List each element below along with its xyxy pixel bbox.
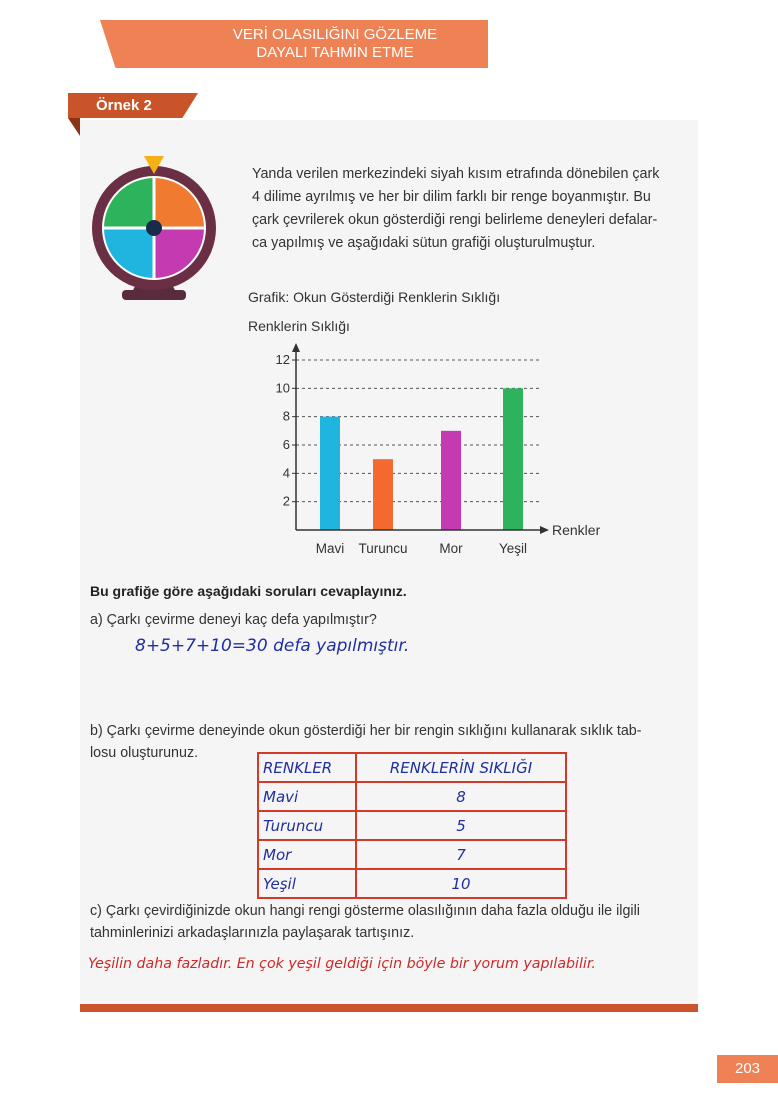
page-number: 203 bbox=[717, 1055, 778, 1083]
x-tick-label: Yeşil bbox=[498, 541, 528, 556]
answer-a-handwritten: 8+5+7+10=30 defa yapılmıştır. bbox=[135, 636, 410, 656]
intro-line: 4 dilime ayrılmış ve her bir dilim farklı bir renge boyanmıştır. Bu bbox=[252, 189, 651, 205]
frequency-bar-chart bbox=[260, 340, 620, 560]
table-header-cell: RENKLER bbox=[258, 753, 356, 782]
table-cell-color: Turuncu bbox=[258, 811, 356, 840]
table-row bbox=[258, 782, 566, 811]
x-tick-label: Turuncu bbox=[358, 541, 408, 556]
x-tick-label: Mor bbox=[439, 541, 463, 556]
question-c bbox=[90, 900, 640, 944]
question-b-line2: losu oluşturunuz. bbox=[90, 745, 199, 761]
table-cell-color: Mor bbox=[258, 840, 356, 869]
x-axis-label: Renkler bbox=[552, 522, 601, 538]
question-c-line2: tahminlerinizi arkadaşlarınızla paylaşarak tartışınız. bbox=[90, 925, 415, 941]
answer-c-handwritten: Yeşilin daha fazladır. En çok yeşil geldiği için böyle bir yorum yapılabilir. bbox=[88, 956, 596, 972]
y-axis-arrow-icon bbox=[292, 343, 300, 352]
x-axis-arrow-icon bbox=[540, 526, 549, 534]
y-tick-label: 2 bbox=[282, 493, 290, 509]
y-tick-label: 10 bbox=[275, 380, 290, 396]
example-tab-fold bbox=[68, 118, 80, 136]
table-cell-frequency: 10 bbox=[356, 869, 566, 898]
question-c-line1: c) Çarkı çevirdiğinizde okun hangi rengi gösterme olasılığının daha fazla olduğu ile ilgili bbox=[90, 903, 640, 919]
wheel-center-pivot bbox=[146, 220, 162, 236]
section-title-line2: DAYALI TAHMİN ETME bbox=[256, 44, 414, 61]
x-tick-label: Mavi bbox=[315, 541, 345, 556]
table-cell-frequency: 7 bbox=[356, 840, 566, 869]
table-header-cell: RENKLERİN SIKLIĞI bbox=[356, 753, 566, 782]
table-row bbox=[258, 840, 566, 869]
intro-paragraph bbox=[252, 163, 692, 255]
table-header-row bbox=[258, 753, 566, 782]
spinner-wheel-illustration bbox=[92, 152, 216, 312]
section-title-line1: VERİ OLASILIĞINI GÖZLEME bbox=[232, 26, 438, 43]
bar-turuncu bbox=[373, 459, 393, 530]
frequency-table bbox=[257, 752, 567, 899]
table-row bbox=[258, 811, 566, 840]
intro-line: çark çevrilerek okun gösterdiği rengi belirleme deneyleri defalar- bbox=[252, 212, 658, 228]
bar-yeşil bbox=[503, 388, 523, 530]
table-row bbox=[258, 869, 566, 898]
bar-mor bbox=[441, 431, 461, 530]
example-label: Örnek 2 bbox=[96, 97, 152, 114]
y-tick-label: 8 bbox=[282, 408, 290, 424]
chart-y-axis-label: Renklerin Sıklığı bbox=[248, 318, 350, 334]
chart-title: Grafik: Okun Gösterdiği Renklerin Sıklığı bbox=[248, 289, 501, 305]
intro-line: Yanda verilen merkezindeki siyah kısım etrafında dönebilen çark bbox=[252, 166, 660, 182]
y-tick-label: 6 bbox=[282, 437, 290, 452]
card-bottom-bar bbox=[80, 1004, 698, 1012]
wheel-base bbox=[122, 290, 186, 300]
table-cell-frequency: 8 bbox=[356, 782, 566, 811]
table-cell-frequency: 5 bbox=[356, 811, 566, 840]
question-a: a) Çarkı çevirme deneyi kaç defa yapılmıştır? bbox=[90, 612, 377, 628]
bar-mavi bbox=[320, 417, 340, 530]
y-tick-label: 12 bbox=[275, 352, 290, 367]
table-cell-color: Yeşil bbox=[258, 869, 356, 898]
intro-line: ca yapılmış ve aşağıdaki sütun grafiği oluşturulmuştur. bbox=[252, 235, 596, 251]
questions-heading: Bu grafiğe göre aşağıdaki soruları cevaplayınız. bbox=[90, 583, 407, 599]
section-title bbox=[200, 26, 470, 62]
question-b-line1: b) Çarkı çevirme deneyinde okun gösterdiği her bir rengin sıklığını kullanarak sıklık tab- bbox=[90, 723, 642, 739]
y-tick-label: 4 bbox=[282, 465, 290, 481]
table-cell-color: Mavi bbox=[258, 782, 356, 811]
